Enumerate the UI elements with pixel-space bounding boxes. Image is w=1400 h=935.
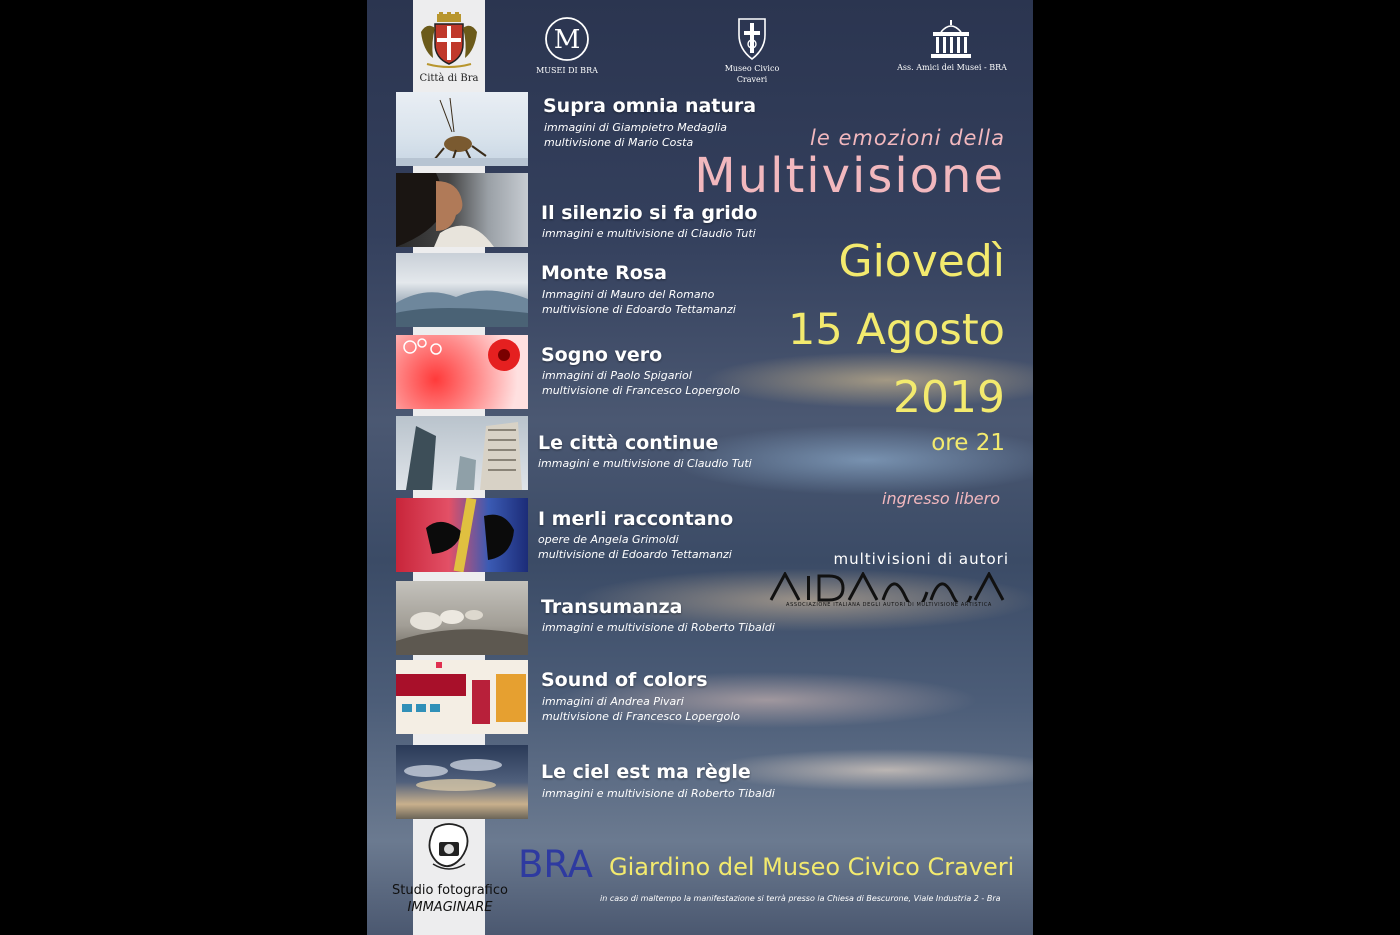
- show-8-title: Sound of colors: [541, 669, 708, 691]
- show-7-credits: [542, 620, 775, 635]
- show-9-line1: immagini e multivisione di Roberto Tibaldi: [542, 787, 775, 800]
- venue-city: BRA: [518, 843, 593, 886]
- authors-label: multivisioni di autori: [833, 550, 1009, 568]
- show-8-line2: multivisione di Francesco Lopergolo: [542, 710, 740, 723]
- show-1-line2: multivisione di Mario Costa: [544, 136, 694, 149]
- date-time: ore 21: [931, 430, 1005, 456]
- museo-craveri-label: [707, 63, 797, 85]
- musei-di-bra-label: MUSEI DI BRA: [536, 66, 598, 75]
- thumb-sound-of-colors: [396, 660, 528, 734]
- show-6-title: I merli raccontano: [538, 508, 734, 530]
- headline-title: Multivisione: [694, 148, 1005, 204]
- entry-label: ingresso libero: [882, 489, 1000, 508]
- show-9-title: Le ciel est ma règle: [541, 761, 751, 783]
- show-6-line2: multivisione di Edoardo Tettamanzi: [538, 548, 732, 561]
- show-5-credits: [538, 456, 752, 471]
- show-1-title: Supra omnia natura: [543, 95, 757, 117]
- museo-craveri-line1: Museo Civico: [724, 64, 780, 73]
- thumb-le-ciel: [396, 745, 528, 819]
- show-7-line1: immagini e multivisione di Roberto Tibaldi: [542, 621, 775, 634]
- musei-di-bra-logo-icon: [542, 17, 592, 63]
- show-4-line2: multivisione di Francesco Lopergolo: [542, 384, 740, 397]
- show-6-credits: [538, 532, 732, 562]
- show-5-line1: immagini e multivisione di Claudio Tuti: [538, 457, 752, 470]
- thumb-monte-rosa: [396, 253, 528, 327]
- svg-text:M: M: [553, 25, 581, 55]
- poster: [367, 0, 1033, 935]
- show-3-line1: Immagini di Mauro del Romano: [542, 288, 715, 301]
- studio-line2: IMMAGINARE: [407, 900, 493, 915]
- amici-musei-label: Ass. Amici dei Musei - BRA: [897, 63, 1007, 72]
- show-8-line1: immagini di Andrea Pivari: [542, 695, 684, 708]
- show-4-line1: immagini di Paolo Spigariol: [542, 369, 692, 382]
- show-6-line1: opere de Angela Grimoldi: [538, 533, 679, 546]
- show-1-line1: immagini di Giampietro Medaglia: [544, 121, 728, 134]
- aidama-logo: [767, 572, 1011, 612]
- show-3-title: Monte Rosa: [541, 262, 667, 284]
- show-3-credits: [542, 287, 736, 317]
- show-2-line1: immagini e multivisione di Claudio Tuti: [542, 227, 756, 240]
- thumb-merli: [396, 498, 528, 572]
- citta-di-bra-label: Città di Bra: [419, 73, 479, 84]
- amici-musei-building-icon: [929, 20, 973, 60]
- show-4-title: Sogno vero: [541, 344, 663, 366]
- museo-craveri-logo-icon: [735, 17, 769, 61]
- show-7-title: Transumanza: [541, 596, 683, 618]
- date-day: Giovedì: [838, 236, 1005, 287]
- show-4-credits: [542, 368, 740, 398]
- venue-note: in caso di maltempo la manifestazione si terrà presso la Chiesa di Bescurone, Viale Industria 2 - Bra: [600, 894, 1001, 903]
- thumb-citta-continue: [396, 416, 528, 490]
- aidama-logo-subtitle: ASSOCIAZIONE ITALIANA DEGLI AUTORI DI MULTIVISIONE ARTISTICA: [786, 602, 992, 608]
- show-5-title: Le città continue: [538, 432, 719, 454]
- show-2-credits: [542, 226, 756, 241]
- museo-craveri-line2: Craveri: [736, 75, 768, 84]
- date-date: 15 Agosto: [788, 305, 1005, 355]
- studio-line1: Studio fotografico: [392, 883, 508, 898]
- thumb-grasshopper: [396, 92, 528, 166]
- date-year: 2019: [893, 372, 1005, 423]
- show-9-credits: [542, 786, 775, 801]
- venue-place: Giardino del Museo Civico Craveri: [609, 853, 1015, 881]
- studio-camera-logo-icon: [425, 822, 473, 876]
- show-3-line2: multivisione di Edoardo Tettamanzi: [542, 303, 736, 316]
- headline-prefix: le emozioni della: [810, 126, 1005, 150]
- studio-label: [387, 882, 513, 916]
- show-1-credits: [544, 120, 727, 150]
- thumb-transumanza: [396, 581, 528, 655]
- show-2-title: Il silenzio si fa grido: [541, 202, 758, 224]
- citta-di-bra-crest-icon: [417, 12, 481, 70]
- thumb-sogno-vero: [396, 335, 528, 409]
- show-8-credits: [542, 694, 740, 724]
- thumb-woman-portrait: [396, 173, 528, 247]
